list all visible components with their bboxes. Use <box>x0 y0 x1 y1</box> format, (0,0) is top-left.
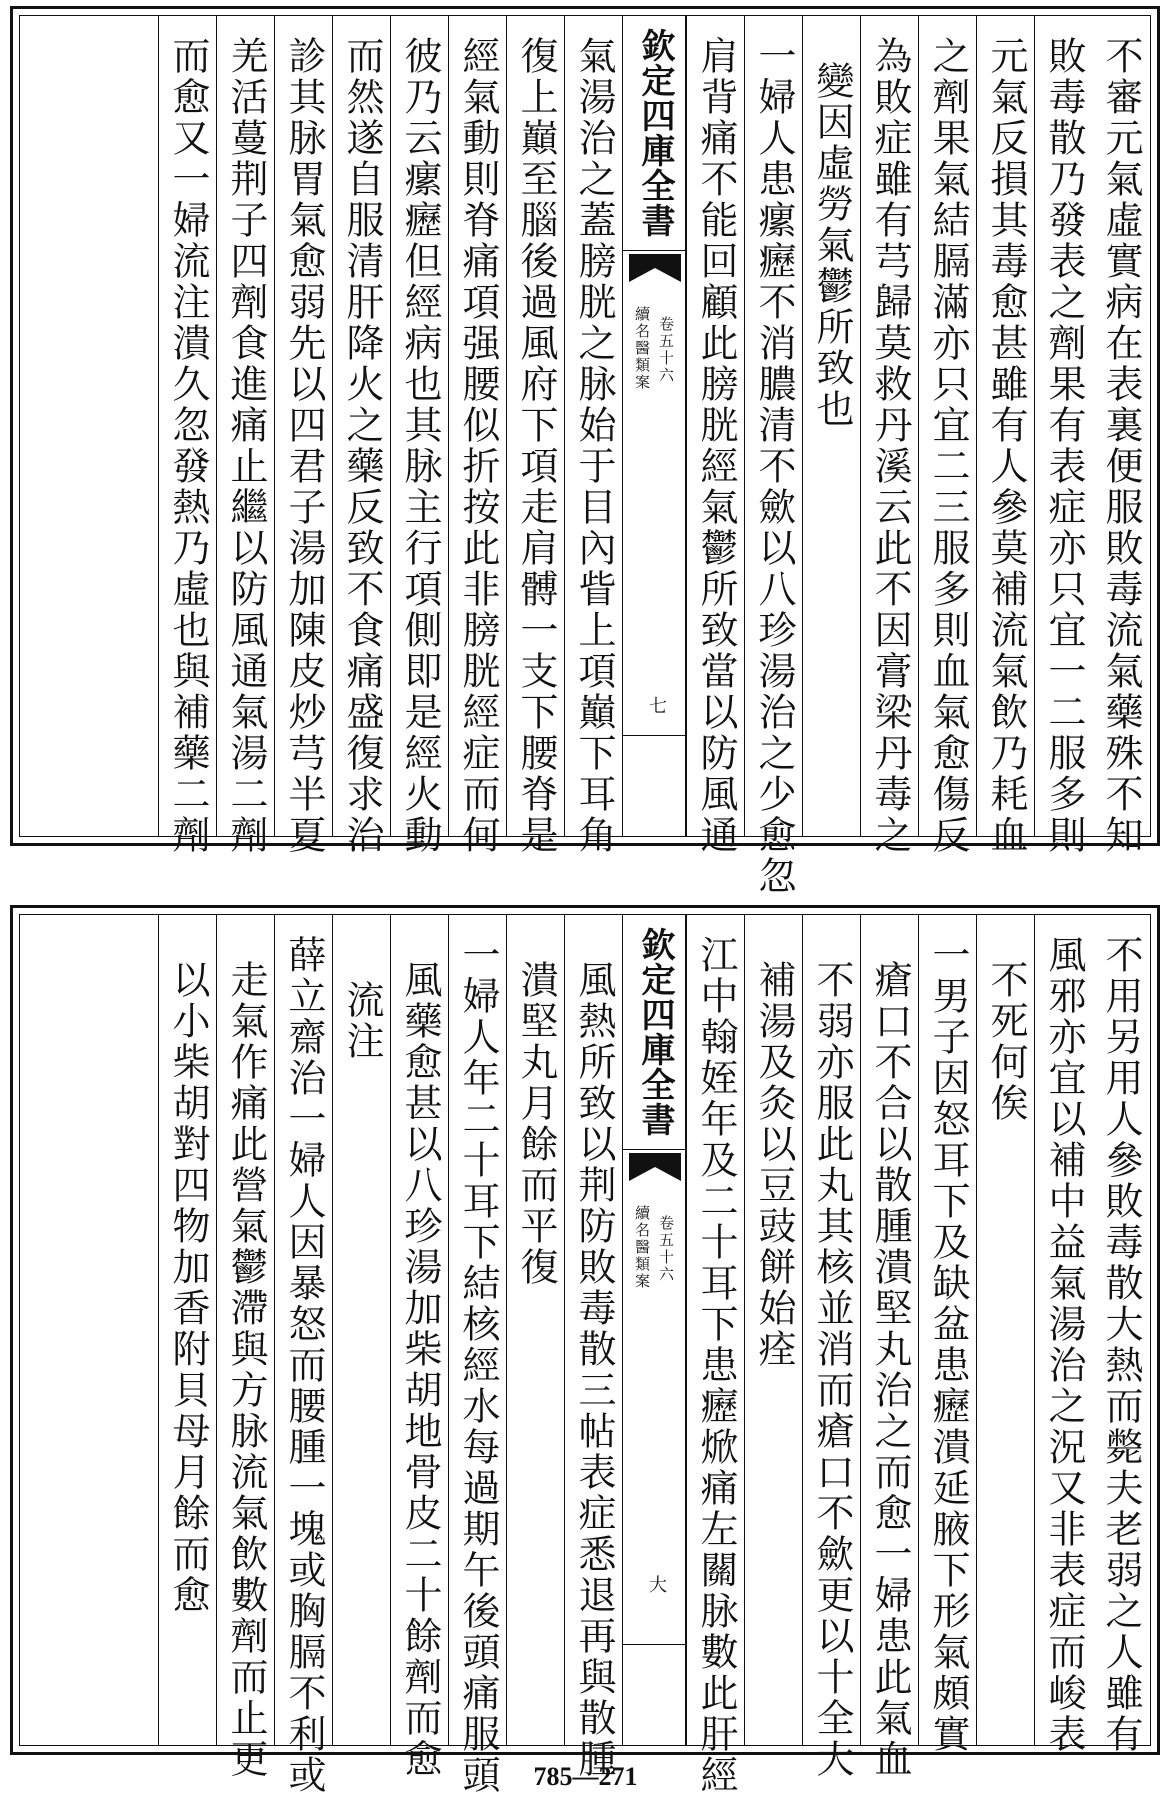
column-text: 一男子因怒耳下及缺盆患癧潰延腋下形氣頗實 <box>926 935 970 1755</box>
column-text: 為敗症雖有芎歸莫救丹溪云此不因膏梁丹毒之 <box>868 36 912 856</box>
column-text: 流注 <box>340 980 384 1062</box>
text-column <box>158 16 216 856</box>
text-column <box>390 915 448 1780</box>
text-column <box>274 16 332 856</box>
column-text: 補湯及灸以豆豉餅始痊 <box>752 960 796 1370</box>
text-column <box>686 16 744 856</box>
column-text: 彼乃云瘰癧但經病也其脉主行項側即是經火動 <box>398 36 442 856</box>
column-text: 變因虛勞氣鬱所致也 <box>810 61 854 430</box>
center-bottom-rule <box>623 735 685 836</box>
column-text: 而愈又一婦流注潰久忽發熱乃虛也與補藥二劑 <box>166 36 210 856</box>
column-text: 薛立齋治一婦人因暴怒而腰腫一塊或胸膈不利或 <box>282 935 326 1796</box>
text-column <box>860 16 918 856</box>
center-bottom-rule <box>623 1644 685 1745</box>
text-column <box>506 915 564 1745</box>
text-column <box>976 915 1034 1745</box>
footer-page-number: 785—271 <box>533 1762 638 1791</box>
text-column <box>802 915 860 1780</box>
text-column <box>918 915 976 1755</box>
text-column <box>216 16 274 856</box>
text-column <box>976 16 1034 856</box>
column-text: 診其脉胃氣愈弱先以四君子湯加陳皮炒芎半夏 <box>282 36 326 856</box>
column-text: 敗毒散乃發表之劑果有表症亦只宜一二服多則 <box>1042 36 1086 856</box>
column-text: 江中翰姪年及二十耳下患癧焮痛左關脉數此肝經 <box>694 935 738 1796</box>
text-column <box>332 915 390 1745</box>
column-text: 不審元氣虛實病在表裏便服敗毒流氣藥殊不知 <box>1099 36 1143 856</box>
text-column <box>506 16 564 856</box>
text-column <box>448 915 506 1796</box>
column-text: 不用另用人參敗毒散大熱而斃夫老弱之人雖有 <box>1099 935 1143 1755</box>
text-column <box>332 16 390 856</box>
text-column <box>158 915 216 1745</box>
text-column <box>686 915 744 1796</box>
fish-tail-ornament <box>629 254 681 294</box>
text-column <box>1092 915 1150 1755</box>
volume-label: 卷五十六 <box>657 1215 675 1283</box>
center-margin <box>622 915 686 1745</box>
top-page-frame <box>19 15 1151 897</box>
text-column <box>448 16 506 856</box>
book-series-title: 欽定四庫全書 <box>623 915 685 1150</box>
column-text: 一婦人患瘰癧不消膿清不歛以八珍湯治之少愈忽 <box>752 36 796 897</box>
book-series-title: 欽定四庫全書 <box>623 16 685 251</box>
center-margin <box>622 16 686 836</box>
text-column <box>744 915 802 1745</box>
book-title: 續名醫類案 <box>633 1205 651 1290</box>
text-column <box>1034 16 1092 856</box>
column-text: 以小柴胡對四物加香附貝母月餘而愈 <box>166 960 210 1616</box>
column-text: 之劑果氣結膈滿亦只宜二三服多則血氣愈傷反 <box>926 36 970 856</box>
text-column <box>744 16 802 897</box>
book-title: 續名醫類案 <box>633 306 651 391</box>
top-page <box>10 6 1160 897</box>
text-column <box>216 915 274 1780</box>
column-text: 風藥愈甚以八珍湯加柴胡地骨皮二十餘劑而愈 <box>398 960 442 1780</box>
text-column <box>860 915 918 1780</box>
text-column <box>564 16 622 856</box>
text-column <box>564 915 622 1780</box>
column-text: 風熱所致以荆防敗毒散三帖表症悉退再與散腫 <box>572 960 616 1780</box>
text-column <box>1034 915 1092 1755</box>
column-text: 不死何俟 <box>984 960 1028 1124</box>
column-text: 潰堅丸月餘而平復 <box>514 960 558 1288</box>
column-text: 瘡口不合以散腫潰堅丸治之而愈一婦患此氣血 <box>868 960 912 1780</box>
text-column <box>1092 16 1150 856</box>
column-text: 一婦人年二十耳下結核經水每過期午後頭痛服頭 <box>456 935 500 1796</box>
column-text: 風邪亦宜以補中益氣湯治之況又非表症而峻表 <box>1042 935 1086 1755</box>
column-text: 元氣反損其毒愈甚雖有人參莫補流氣飲乃耗血 <box>984 36 1028 856</box>
column-text: 不弱亦服此丸其核並消而瘡口不歛更以十全大 <box>810 960 854 1780</box>
page-number: 七 <box>646 696 667 714</box>
text-column <box>390 16 448 856</box>
column-text: 復上巔至腦後過風府下項走肩髆一支下腰脊是 <box>514 36 558 856</box>
text-column <box>918 16 976 856</box>
fish-tail-ornament <box>629 1153 681 1193</box>
column-text: 肩背痛不能回顧此膀胱經氣鬱所致當以防風通 <box>694 36 738 856</box>
page-number: 大 <box>646 1575 667 1593</box>
column-text: 走氣作痛此營氣鬱滯與方脉流氣飲數劑而止更 <box>224 960 268 1780</box>
text-column <box>802 16 860 836</box>
volume-label: 卷五十六 <box>657 316 675 384</box>
text-column <box>274 915 332 1796</box>
column-text: 經氣動則脊痛項强腰似折按此非膀胱經症而何 <box>456 36 500 856</box>
column-text: 氣湯治之蓋膀胱之脉始于目內眥上項巔下耳角 <box>572 36 616 856</box>
column-text: 而然遂自服清肝降火之藥反致不食痛盛復求治 <box>340 36 384 856</box>
column-text: 羌活蔓荆子四劑食進痛止繼以防風通氣湯二劑 <box>224 36 268 856</box>
